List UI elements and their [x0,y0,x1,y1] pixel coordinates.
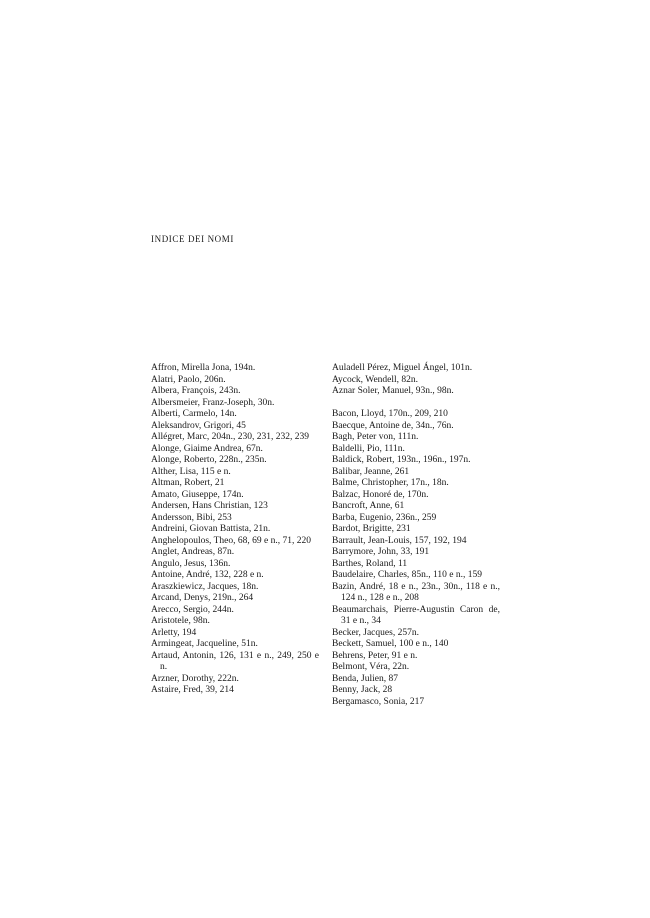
index-entry: Andersson, Bibi, 253 [151,512,232,523]
index-entry: Alonge, Giaime Andrea, 67n. [151,443,263,454]
index-entry: Andreini, Giovan Battista, 21n. [151,524,271,534]
index-entry: Aznar Soler, Manuel, 93n., 98n. [332,386,454,396]
index-entry: Allégret, Marc, 204n., 230, 231, 232, 239 [151,432,310,442]
index-entry: Alatri, Paolo, 206n. [151,374,226,385]
index-entry: Alonge, Roberto, 228n., 235n. [151,455,267,465]
index-entry: Beckett, Samuel, 100 e n., 140 [332,639,449,649]
index-entry: Barthes, Roland, 11 [332,558,408,569]
index-entry: Aleksandrov, Grigori, 45 [151,420,246,431]
index-entry: Behrens, Peter, 91 e n. [332,650,418,661]
index-entry: Aycock, Wendell, 82n. [332,374,419,385]
index-entry: Angulo, Jesus, 136n. [151,558,231,569]
page-title: INDICE DEI NOMI [151,234,234,244]
index-entry: Arcand, Denys, 219n., 264 [151,593,254,603]
index-column-right [332,363,500,708]
index-entry: Anglet, Andreas, 87n. [151,547,235,557]
index-column-left [151,363,319,697]
index-entry: Benny, Jack, 28 [332,685,393,695]
index-entry: Armingeat, Jacqueline, 51n. [151,639,258,649]
letter-group-spacer [332,398,500,410]
index-entry: Balibar, Jeanne, 261 [332,466,410,477]
index-entry: Baudelaire, Charles, 85n., 110 e n., 159 [332,570,483,580]
index-entry: Bazin, André, 18 e n., 23n., 30n., 118 e n., 124 n., 128 e n., 208 [332,581,500,603]
index-entry: Albersmeier, Franz-Joseph, 30n. [151,397,275,408]
index-entry: Barrault, Jean-Louis, 157, 192, 194 [332,535,467,546]
index-entry: Balme, Christopher, 17n., 18n. [332,478,449,488]
index-entry: Bancroft, Anne, 61 [332,501,405,511]
index-entry: Benda, Julien, 87 [332,673,398,684]
index-entry: Barrymore, John, 33, 191 [332,547,430,557]
index-entry: Anghelopoulos, Theo, 68, 69 e n., 71, 220 [151,535,311,546]
index-entry: Alther, Lisa, 115 e n. [151,466,231,477]
index-entry: Bardot, Brigitte, 231 [332,524,411,534]
index-entry: Araszkiewicz, Jacques, 18n. [151,581,259,592]
index-entry: Altman, Robert, 21 [151,478,225,488]
index-entry: Aristotele, 98n. [151,616,210,626]
index-entry: Barba, Eugenio, 236n., 259 [332,512,437,523]
index-entry: Bergamasco, Sonia, 217 [332,696,425,707]
index-entry: Antoine, André, 132, 228 e n. [151,570,264,580]
index-entry: Alberti, Carmelo, 14n. [151,409,237,419]
index-entry: Baldelli, Pio, 111n. [332,443,405,454]
index-entry: Amato, Giuseppe, 174n. [151,489,244,500]
index-entry: Albera, François, 243n. [151,386,241,396]
index-entry: Arecco, Sergio, 244n. [151,604,234,615]
index-entry: Becker, Jacques, 257n. [332,627,419,638]
index-entry: Andersen, Hans Christian, 123 [151,501,268,511]
index-entry: Astaire, Fred, 39, 214 [151,685,234,695]
index-entry: Belmont, Véra, 22n. [332,662,410,672]
index-entry: Baldick, Robert, 193n., 196n., 197n. [332,455,471,465]
index-entry: Balzac, Honoré de, 170n. [332,489,429,500]
index-entry: Affron, Mirella Jona, 194n. [151,363,256,373]
index-entry: Bagh, Peter von, 111n. [332,432,419,442]
index-entry: Bacon, Lloyd, 170n., 209, 210 [332,409,448,419]
index-entry: Auladell Pérez, Miguel Ángel, 101n. [332,363,473,373]
index-entry: Arzner, Dorothy, 222n. [151,673,239,684]
index-entry: Arletty, 194 [151,627,197,638]
index-entry: Beaumarchais, Pierre-Augustin Caron de, 31 e n., 34 [332,604,500,626]
index-entry: Baecque, Antoine de, 34n., 76n. [332,420,454,431]
index-entry: Artaud, Antonin, 126, 131 e n., 249, 250 e n. [151,650,319,672]
